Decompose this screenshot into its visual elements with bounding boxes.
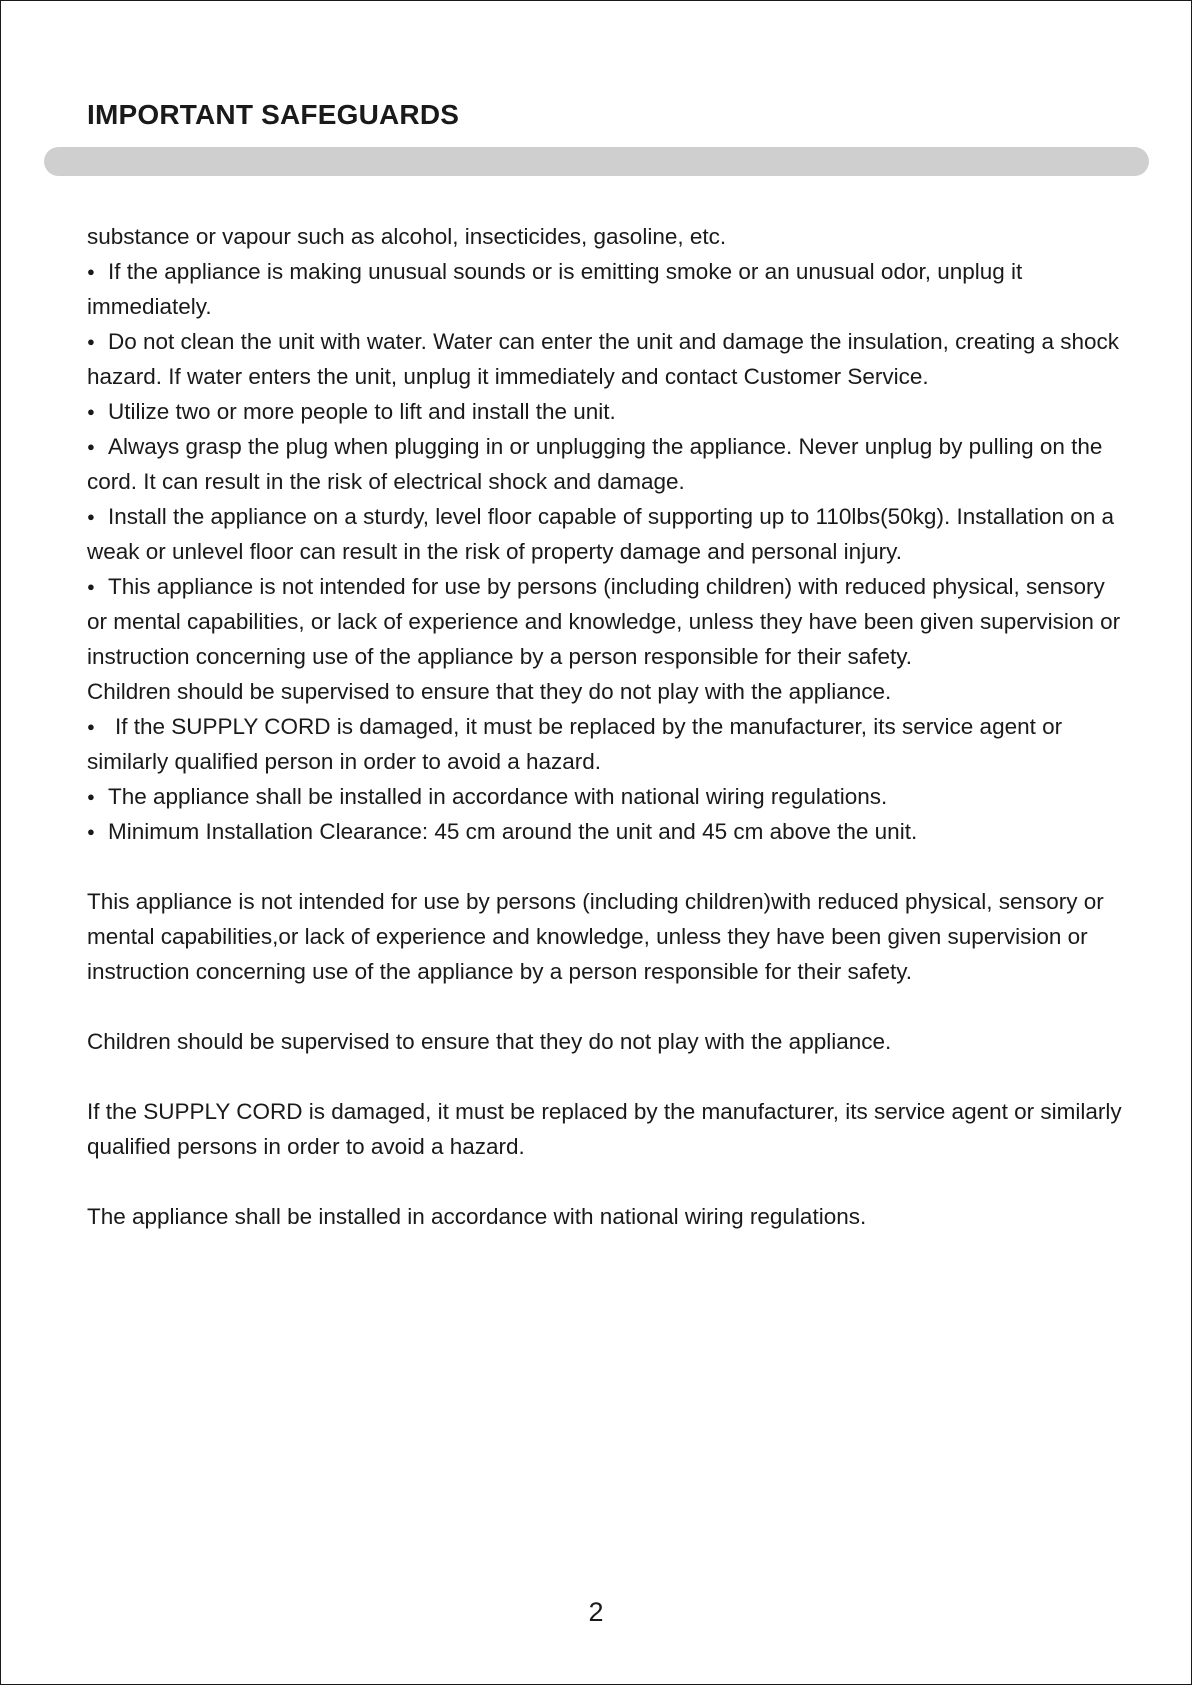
paragraph-wiring-regulations: The appliance shall be installed in accordance with national wiring regulations. [87, 1204, 867, 1229]
bullet-item-no-water-cleaning: ● Do not clean the unit with water. Water can enter the unit and damage the insulation, creating a shock hazard. If water enters the unit, unplug it immediately and contact Customer Service. [87, 324, 1127, 394]
bullet-item-grasp-plug: ● Always grasp the plug when plugging in or unplugging the appliance. Never unplug by pulling on the cord. It can result in the risk of electrical shock and damage. [87, 429, 1127, 499]
paragraph-reduced-capabilities: This appliance is not intended for use by persons (including children)with reduced physical, sensory or mental capabilities,or lack of experience and knowledge, unless they have been given supervision or instruction concerning use of the appliance by a person responsible for their safety. [87, 889, 1104, 984]
paragraph-supply-cord: If the SUPPLY CORD is damaged, it must be replaced by the manufacturer, its service agent or similarly qualified persons in order to avoid a hazard. [87, 1099, 1122, 1159]
page-number: 2 [588, 1597, 604, 1627]
bullet-item-sturdy-floor: ● Install the appliance on a sturdy, level floor capable of supporting up to 110lbs(50kg). Installation on a weak or unlevel floor can result in the risk of property damage and personal injury. [87, 499, 1127, 569]
safeguards-content [87, 219, 1127, 1234]
bullet-item-supply-cord: ● If the SUPPLY CORD is damaged, it must be replaced by the manufacturer, its service agent or similarly qualified person in order to avoid a hazard. [87, 709, 1127, 779]
paragraph-children-supervised-2: Children should be supervised to ensure that they do not play with the appliance. [87, 1029, 892, 1054]
paragraph-continuation: substance or vapour such as alcohol, insecticides, gasoline, etc. [87, 224, 727, 249]
bullet-item-reduced-capabilities: ● This appliance is not intended for use by persons (including children) with reduced physical, sensory or mental capabilities, or lack of experience and knowledge, unless they have been given supervision or instruction concerning use of the appliance by a person responsible for their safety. [87, 569, 1127, 674]
bullet-item-wiring-regulations: ● The appliance shall be installed in accordance with national wiring regulations. [87, 779, 1127, 814]
bullet-item-unusual-sounds: ● If the appliance is making unusual sounds or is emitting smoke or an unusual odor, unplug it immediately. [87, 254, 1127, 324]
page-title: IMPORTANT SAFEGUARDS [87, 99, 460, 130]
bullet-item-two-people: ● Utilize two or more people to lift and install the unit. [87, 394, 1127, 429]
paragraph-children-supervised: Children should be supervised to ensure that they do not play with the appliance. [87, 679, 892, 704]
title-divider-bar [44, 147, 1149, 176]
bullet-item-installation-clearance: ● Minimum Installation Clearance: 45 cm around the unit and 45 cm above the unit. [87, 814, 1127, 849]
